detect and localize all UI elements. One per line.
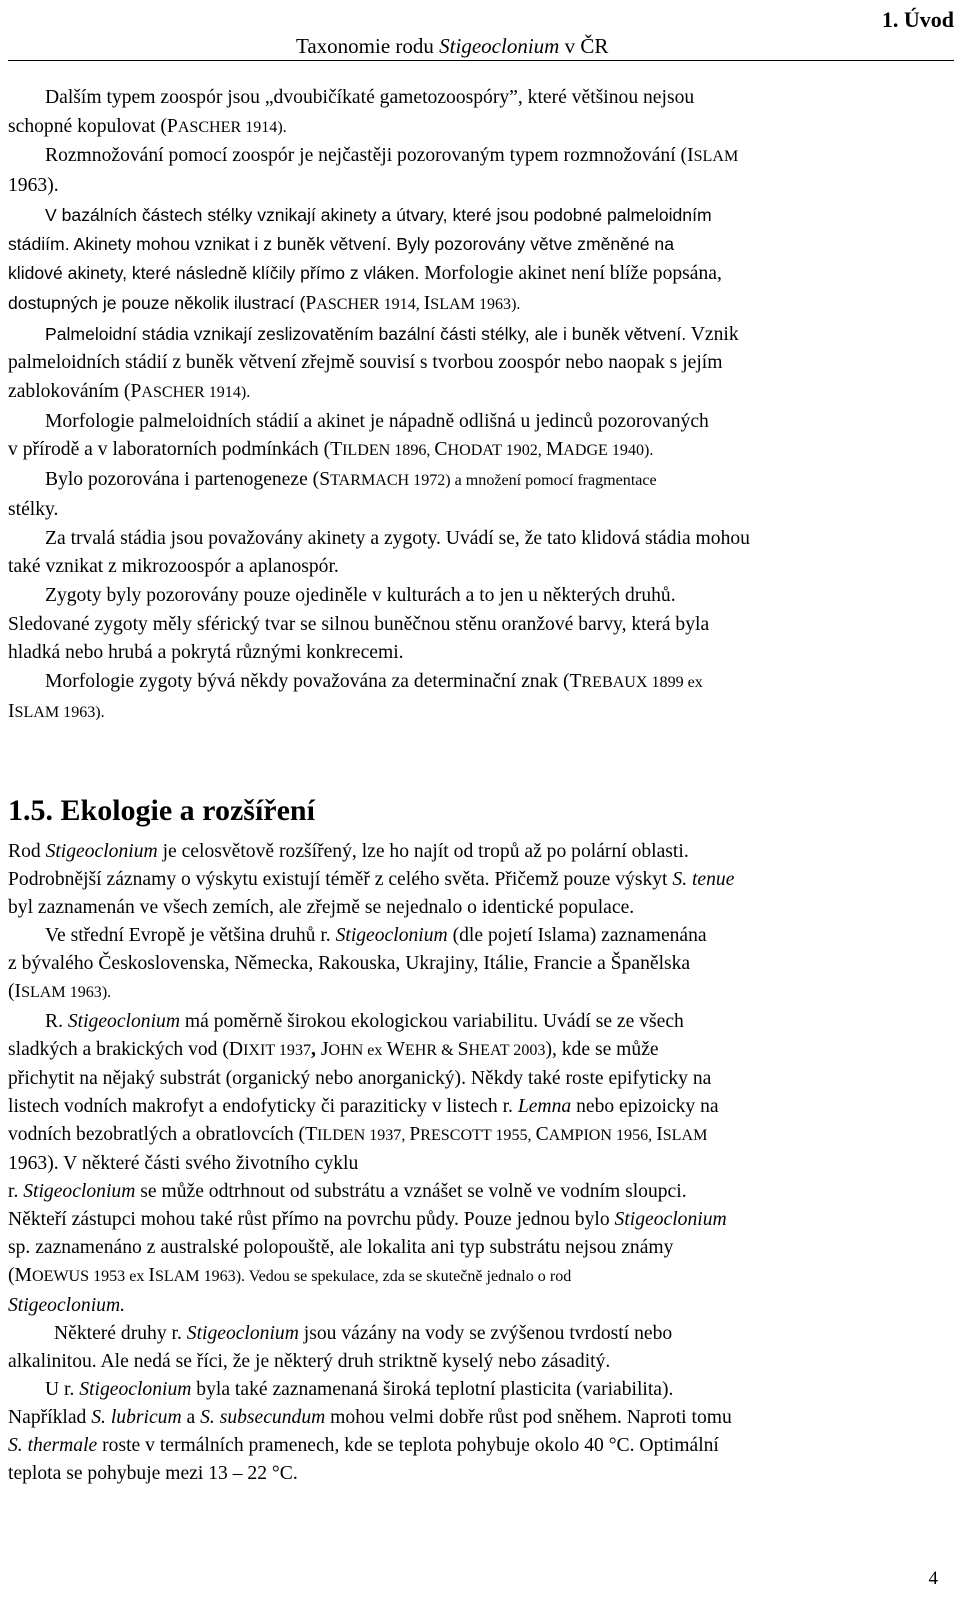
text-line: v přírodě a v laboratorních podmínkách (TILDEN 1896, CHODAT 1902, MADGE 1940). <box>8 439 654 461</box>
text-line: Bylo pozorována i partenogeneze (STARMACH 1972) a množení pomocí fragmentace <box>45 469 657 491</box>
text-line: stélky. <box>8 498 59 520</box>
text-line: palmeloidních stádií z buněk větvení zřejmě souvisí s tvorbou zoospór nebo naopak s jejím <box>8 352 723 374</box>
text-line: (ISLAM 1963). <box>8 981 112 1003</box>
text-line: Sledované zygoty měly sférický tvar se silnou buněčnou stěnu oranžové barvy, která byla <box>8 613 710 635</box>
text-line: přichytit na nějaký substrát (organický nebo anorganický). Někdy také roste epifyticky na <box>8 1067 712 1089</box>
text-line: listech vodních makrofyt a endofyticky či paraziticky v listech r. Lemna nebo epizoicky na <box>8 1095 719 1117</box>
text-line: také vznikat z mikrozoospór a aplanospór. <box>8 556 339 578</box>
text-line: klidové akinety, které následně klíčily přímo z vláken. Morfologie akinet není blíže popsána, <box>8 263 722 285</box>
text-line: Palmeloidní stádia vznikají zeslizovatěním bazální části stélky, ale i buněk větvení. Vznik <box>45 323 739 345</box>
text-line: vodních bezobratlých a obratlovcích (TILDEN 1937, PRESCOTT 1955, CAMPION 1956, ISLAM <box>8 1123 708 1145</box>
page-number: 4 <box>928 1568 938 1589</box>
text-line: Stigeoclonium. <box>8 1294 125 1316</box>
text-line: Podrobnější záznamy o výskytu existují téměř z celého světa. Přičemž pouze výskyt S. tenue <box>8 869 735 891</box>
text-line: Ve střední Evropě je většina druhů r. Stigeoclonium (dle pojetí Islama) zaznamenána <box>45 925 707 947</box>
text-line: byl zaznamenán ve všech zemích, ale zřejmě se nejednalo o identické populace. <box>8 897 635 919</box>
text-line: hladká nebo hrubá a pokrytá různými konkrecemi. <box>8 642 404 664</box>
text-line: 1963). <box>8 175 59 197</box>
text-line: Některé druhy r. Stigeoclonium jsou vázány na vody se zvýšenou tvrdostí nebo <box>54 1322 673 1344</box>
text-line: Morfologie zygoty bývá někdy považována za determinační znak (TREBAUX 1899 ex <box>45 671 703 693</box>
text-line: r. Stigeoclonium se může odtrhnout od substrátu a vznášet se volně ve vodním sloupci. <box>8 1181 687 1203</box>
page-header <box>8 6 954 61</box>
text-line: U r. Stigeoclonium byla také zaznamenaná široká teplotní plasticita (variabilita). <box>45 1378 674 1400</box>
running-title: Taxonomie rodu Stigeoclonium v ČR <box>296 34 609 58</box>
text-line: dostupných je pouze několik ilustrací (PASCHER 1914, ISLAM 1963). <box>8 292 521 314</box>
text-line: zablokováním (PASCHER 1914). <box>8 381 251 403</box>
section-heading: 1.5. Ekologie a rozšíření <box>8 794 315 827</box>
text-line: Zygoty byly pozorovány pouze ojediněle v kulturách a to jen u některých druhů. <box>45 584 676 606</box>
text-line: Morfologie palmeloidních stádií a akinet je nápadně odlišná u jedinců pozorovaných <box>45 410 709 432</box>
text-line: (MOEWUS 1953 ex ISLAM 1963). Vedou se spekulace, zda se skutečně jednalo o rod <box>8 1265 572 1287</box>
text-line: Za trvalá stádia jsou považovány akinety a zygoty. Uvádí se, že tato klidová stádia mohou <box>45 527 750 549</box>
text-line: Rod Stigeoclonium je celosvětově rozšířený, lze ho najít od tropů až po polární oblasti. <box>8 841 689 862</box>
text-line: 1963). V některé části svého životního cyklu <box>8 1153 359 1175</box>
section-ecology-text <box>8 838 938 1488</box>
section-reproduction-text <box>8 84 932 727</box>
text-line: R. Stigeoclonium má poměrně širokou ekologickou variabilitu. Uvádí se ze všech <box>45 1010 684 1032</box>
text-line: sladkých a brakických vod (DIXIT 1937, JOHN ex WEHR & SHEAT 2003), kde se může <box>8 1038 659 1060</box>
chapter-label: 1. Úvod <box>881 7 954 32</box>
text-line: stádiím. Akinety mohou vznikat i z buněk větvení. Byly pozorovány větve změněné na <box>8 233 674 254</box>
text-line: z bývalého Československa, Německa, Rakouska, Ukrajiny, Itálie, Francie a Španělska <box>8 953 691 975</box>
text-line: Například S. lubricum a S. subsecundum mohou velmi dobře růst pod sněhem. Naproti tomu <box>8 1406 732 1428</box>
text-line: S. thermale roste v termálních pramenech, kde se teplota pohybuje okolo 40 °C. Optimální <box>8 1434 719 1456</box>
text-line: Rozmnožování pomocí zoospór je nejčastěji pozorovaným typem rozmnožování (ISLAM <box>45 145 739 167</box>
text-line: Někteří zástupci mohou také růst přímo na povrchu půdy. Pouze jednou bylo Stigeoclonium <box>8 1209 727 1231</box>
text-line: alkalinitou. Ale nedá se říci, že je některý druh striktně kyselý nebo zásaditý. <box>8 1350 611 1372</box>
text-line: Dalším typem zoospór jsou „dvoubičíkaté gametozoospóry”, které většinou nejsou <box>45 87 695 108</box>
text-line: schopné kopulovat (PASCHER 1914). <box>8 115 287 137</box>
text-line: V bazálních částech stélky vznikají akinety a útvary, které jsou podobné palmeloidním <box>45 204 712 225</box>
text-line: ISLAM 1963). <box>8 700 105 722</box>
text-line: sp. zaznamenáno z australské polopouště, ale lokalita ani typ substrátu nejsou známy <box>8 1237 674 1259</box>
text-line: teplota se pohybuje mezi 13 – 22 °C. <box>8 1463 298 1485</box>
